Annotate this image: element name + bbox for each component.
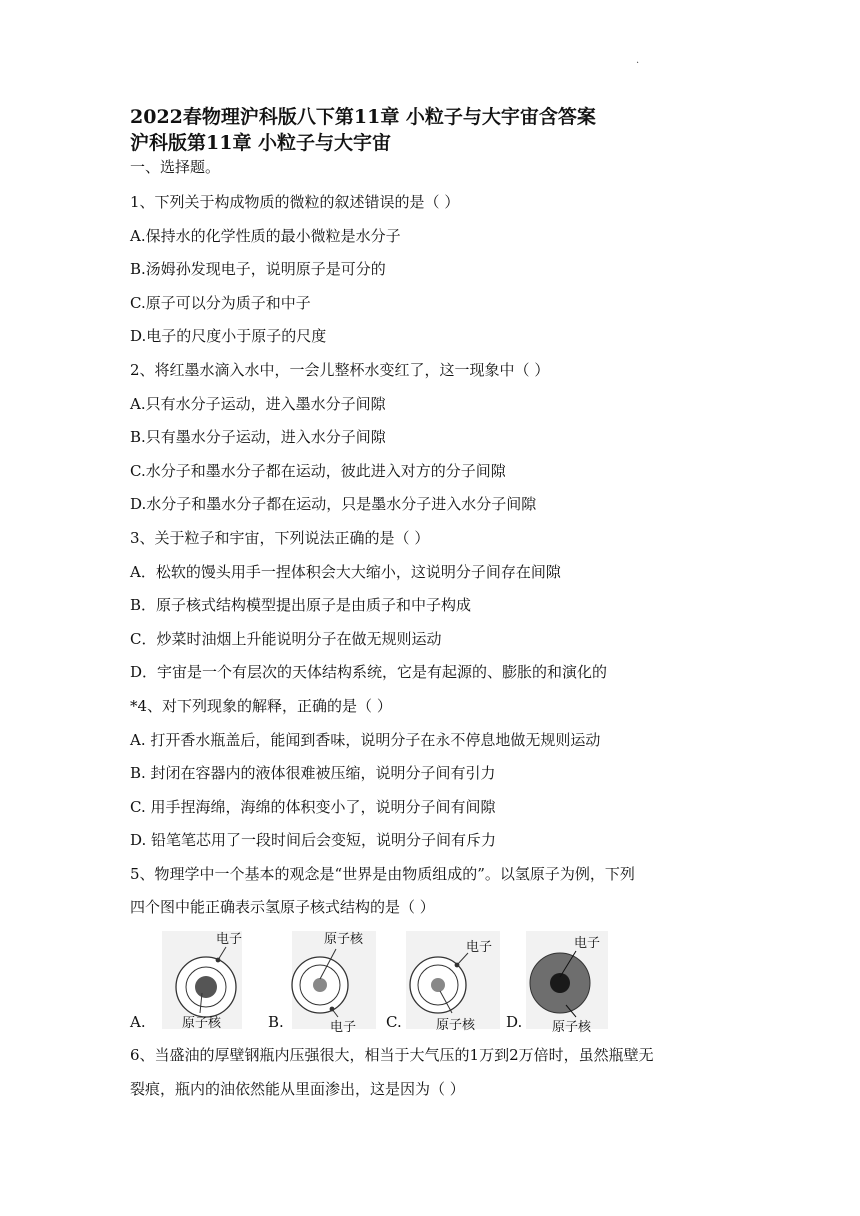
- q2-option-a: A.只有水分子运动，进入墨水分子间隙: [130, 394, 386, 413]
- q6-stem-cont: 裂痕，瓶内的油依然能从里面渗出，这是因为（ ）: [130, 1079, 465, 1098]
- fig-c-top-label: 电子: [466, 940, 493, 956]
- q1-option-c: C.原子可以分为质子和中子: [130, 293, 311, 312]
- fig-a-bottom-label: 原子核: [182, 1016, 222, 1032]
- fig-d-letter: D.: [506, 1013, 523, 1032]
- q2-option-b: B.只有墨水分子运动，进入水分子间隙: [130, 428, 386, 447]
- q3-option-a: A．松软的馒头用手一捏体积会大大缩小，这说明分子间存在间隙: [130, 562, 561, 581]
- q1-option-a: A.保持水的化学性质的最小微粒是水分子: [130, 226, 401, 245]
- q3-stem: 3、关于粒子和宇宙，下列说法正确的是（ ）: [130, 528, 430, 547]
- q5-stem: 5、物理学中一个基本的观念是“世界是由物质组成的”。以氢原子为例，下列: [130, 864, 635, 883]
- q4-stem: *4、对下列现象的解释，正确的是（ ）: [130, 696, 392, 715]
- chapter-title: 沪科版第11章 小粒子与大宇宙: [130, 132, 392, 154]
- fig-d-bottom-label: 原子核: [552, 1020, 592, 1036]
- fig-d-top-label: 电子: [574, 936, 601, 952]
- q2-option-c: C.水分子和墨水分子都在运动，彼此进入对方的分子间隙: [130, 461, 506, 480]
- header-dot: ·: [636, 58, 640, 69]
- q4-option-c: C. 用手捏海绵，海绵的体积变小了，说明分子间有间隙: [130, 797, 496, 816]
- q4-option-a: A. 打开香水瓶盖后，能闻到香味，说明分子在永不停息地做无规则运动: [130, 730, 601, 749]
- nucleus: [195, 976, 217, 998]
- q1-option-d: D.电子的尺度小于原子的尺度: [130, 327, 327, 346]
- q2-option-d: D.水分子和墨水分子都在运动，只是墨水分子进入水分子间隙: [130, 495, 537, 514]
- nucleus: [313, 978, 327, 992]
- q2-stem: 2、将红墨水滴入水中，一会儿整杯水变红了，这一现象中（ ）: [130, 360, 550, 379]
- q1-option-b: B.汤姆孙发现电子，说明原子是可分的: [130, 260, 386, 279]
- fig-b-bottom-label: 电子: [330, 1020, 357, 1036]
- q5-stem-cont: 四个图中能正确表示氢原子核式结构的是（ ）: [130, 898, 435, 917]
- fig-c-bottom-label: 原子核: [436, 1018, 476, 1034]
- atom-diagram-d: [526, 927, 646, 1039]
- q4-option-d: D. 铅笔笔芯用了一段时间后会变短，说明分子间有斥力: [130, 831, 497, 850]
- document-title: 2022春物理沪科版八下第11章 小粒子与大宇宙含答案: [130, 106, 596, 128]
- q5-figures: [130, 927, 740, 1039]
- atom-diagram-a: [152, 927, 272, 1039]
- q3-option-d: D．宇宙是一个有层次的天体结构系统，它是有起源的、膨胀的和演化的: [130, 663, 608, 682]
- fig-b-letter: B.: [268, 1013, 284, 1032]
- fig-b-top-label: 原子核: [324, 932, 364, 948]
- fig-a-letter: A.: [130, 1013, 146, 1032]
- fig-c-letter: C.: [386, 1013, 402, 1032]
- q4-option-b: B. 封闭在容器内的液体很难被压缩，说明分子间有引力: [130, 764, 496, 783]
- document-body: [130, 104, 740, 1106]
- nucleus: [550, 973, 570, 993]
- q6-stem: 6、当盛油的厚壁钢瓶内压强很大，相当于大气压的1万到2万倍时，虽然瓶壁无: [130, 1046, 654, 1065]
- q3-option-c: C．炒菜时油烟上升能说明分子在做无规则运动: [130, 629, 442, 648]
- section-heading: 一、选择题。: [130, 158, 221, 176]
- nucleus: [431, 978, 445, 992]
- q3-option-b: B．原子核式结构模型提出原子是由质子和中子构成: [130, 596, 472, 615]
- fig-a-top-label: 电子: [216, 932, 243, 948]
- q1-stem: 1、下列关于构成物质的微粒的叙述错误的是（ ）: [130, 193, 460, 211]
